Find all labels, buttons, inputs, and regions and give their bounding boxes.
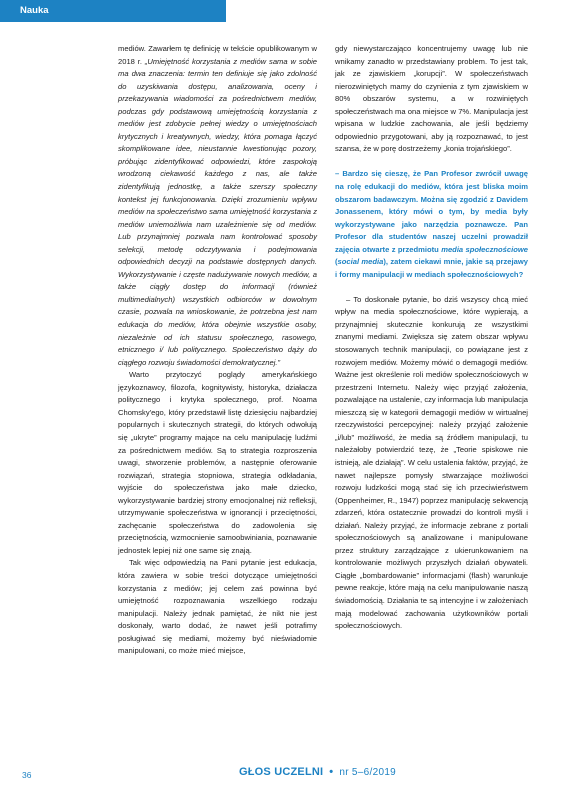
spacer bbox=[335, 156, 528, 169]
definition-quote: „Umiejętność korzystania z mediów sama w sobie ma dwa znaczenia: termin ten definiuje się jako zdolność do uzyskiwania dostępu, analizowania, oceny i przekazywania wiadomości za pośrednictwem mediów, podczas gdy podstawową umiejętnością korzystania z mediów jest zdobycie pełnej wiedzy o umiejętnościach krytycznych i kreatywnych, wiedzy, która pomaga łączyć skomplikowane idee, nieustannie kwestionując pozory, próbując zidentyfikować odpowiedzi, które zaspokoją wrodzoną ciekawość każdego z nas, ale także zidentyfikują jednostkę, a także szerszy społeczny kontekst jej funkcjonowania. Dzięki zrozumieniu wpływu mediów na społeczeństwo sama umiejętność korzystania z mediów uniemożliwia nam uzależnienie się od mediów. Lub przynajmniej pozwala nam kontrolować sposoby selekcji, metodę odczytywania i podejmowania odpowiednich decyzji na podstawie dostępnych danych. Wykorzystywanie i częste nadużywanie nowych mediów, a także ciągły dostęp do informacji (również multimedialnych) wszystkich odbiorców w dowolnym czasie, pozwala na wnioskowanie, że potrzebna jest nam edukacja do mediów, która obejmie wszystkie osoby, niezależnie od ich statusu społecznego, rasowego, etnicznego i/ lub politycznego. Społeczeństwo dąży do ciągłego rozwoju świadomości demokratycznej.” bbox=[118, 56, 317, 367]
right-paragraph-2: – To doskonałe pytanie, bo dziś wszyscy chcą mieć wpływ na media społecznościowe, które wypierają, a przynajmniej skutecznie konkurują ze wszystkimi znanymi mediami. Zwiększa się zatem obszar wpływu stosowanych technik manipulacji, co powiązane jest z rozwojem mediów. Możemy mówić o demagogii mediów. Ważne jest określenie roli mediów społecznościowych w przestrzeni Internetu. Należy więc przyjąć założenia, pozwalające na ustalenie, czy informacja lub manipulacja mieszczą się w kategorii demagogii mediów w wirtualnej rzeczywistości percepcyjnej: należy przyjąć założenie „i/lub” możliwość, że media są źródłem manipulacji, tu należałoby potwierdzić tezę, że „Teorie spiskowe nie istnieją, ale działają”. W celu ustalenia faktów, przyjąć, że nawet najlepsze pomysły stwarzające możliwości rozwoju ludzkości mogą stać się ich przeciwieństwem (Oppenheimer, R., 1947) poprzez manipulację sekwencją zdarzeń, która ostatecznie prowadzi do kontroli myśli i działań. Należy przyjąć, że informacje zebrane z portali społecznościowych są analizowane i manipulowane przez struktury zarządzające z ukierunkowaniem na kontrolowanie możliwych przyszłych działań obywateli. Ciągłe „bombardowanie” informacjami (flash) warunkuje pewne reakcje, które mają na celu manipulowanie naszą świadomością. Działania te są intencyjne i w założeniach mają modelować zachowania użytkowników portali społecznościowych. bbox=[335, 294, 528, 631]
issue-number: nr 5–6/2019 bbox=[339, 767, 397, 778]
page-number: 36 bbox=[22, 770, 32, 780]
left-column bbox=[118, 43, 317, 658]
right-column bbox=[335, 43, 528, 633]
magazine-name: GŁOS UCZELNI bbox=[239, 766, 324, 778]
left-p1-text: mediów. Zawarłem tę definicję w tekście opublikowanym w 2018 r. bbox=[118, 44, 317, 66]
interviewer-question bbox=[335, 168, 528, 281]
left-paragraph-1 bbox=[118, 43, 317, 369]
question-text-b: ( bbox=[335, 257, 338, 267]
right-paragraph-1: gdy niewystarczająco koncentrujemy uwagę lub nie wnikamy zanadto w przedstawiany problem. To jest tak, jak ze zjawiskiem „korupcji”. W społeczeństwach nierozwiniętych mamy do czynienia z tym zjawiskiem w 80% obszarów systemu, a w rozwiniętych społeczeństwach ma ona miejsce w 7%. Manipulacja jest wpisana w ludzkie zachowania, ale jeśli będziemy odpowiednio przygotowani, aby ją rozpoznawać, to jest szansa, że w porę dostrzeżemy „konia trojańskiego”. bbox=[335, 44, 528, 154]
footer-brand bbox=[239, 766, 404, 782]
question-italic-2: social media bbox=[337, 257, 384, 267]
spacer bbox=[335, 281, 528, 294]
left-paragraph-2: Warto przytoczyć poglądy amerykańskiego językoznawcy, filozofa, kognitywisty, historyka, działacza politycznego i krytyka społecznego, prof. Noama Chomsky'ego, który przedstawił listę dziesięciu najbardziej popularnych i skutecznych strategii, do których odwołują się „ukryte” programy mające na celu manipulację ludźmi za pośrednictwem mediów. Są to strategia rozproszenia uwagi, stworzenie problemów, a następnie oferowanie rozwiązań, strategia stopniowa, strategia odkładania, wyjście do społeczeństwa jako małe dziecko, wykorzystywanie bardziej strony emocjonalnej niż refleksji, utrzymywanie społeczeństwa w ignorancji i przeciętności, zachęcanie społeczeństwa do zadowolenia się przeciętnością, wzmocnienie samoobwiniania, poznawanie jednostek lepiej niż one same się znają. bbox=[118, 370, 317, 555]
left-paragraph-3: Tak więc odpowiedzią na Pani pytanie jest edukacja, która zawiera w sobie treści dotyczące umiejętności korzystania z mediów; jej celem zaś powinna być umiejętność rozpoznawania wszelkiego rodzaju manipulacji. Należy jednak pamiętać, że nikt nie jest doskonały, warto dodać, że nawet jeśli potrafimy posługiwać się mediami, możemy być nieświadomie manipulowani, co może mieć miejsce, bbox=[118, 558, 317, 656]
section-header bbox=[0, 0, 226, 22]
section-label: Nauka bbox=[20, 5, 49, 16]
question-text-c: ), zatem ciekawi mnie, jakie są przejawy i formy manipulacji w mediach społecznościowych? bbox=[335, 257, 528, 279]
bullet-icon: • bbox=[329, 766, 334, 778]
question-text-a: – Bardzo się cieszę, że Pan Profesor zwrócił uwagę na rolę edukacji do mediów, która jest bliska moim obszarom badawczym. Można się zgodzić z Davidem Jonassenem, który mówi o tym, by media były wykorzystywane jako narzędzia poznawcze. Pan Profesor dla studentów naszej uczelni prowadził zajęcia otwarte z przedmiotu bbox=[335, 169, 528, 254]
question-italic-1: media społecznościowe bbox=[441, 244, 528, 254]
